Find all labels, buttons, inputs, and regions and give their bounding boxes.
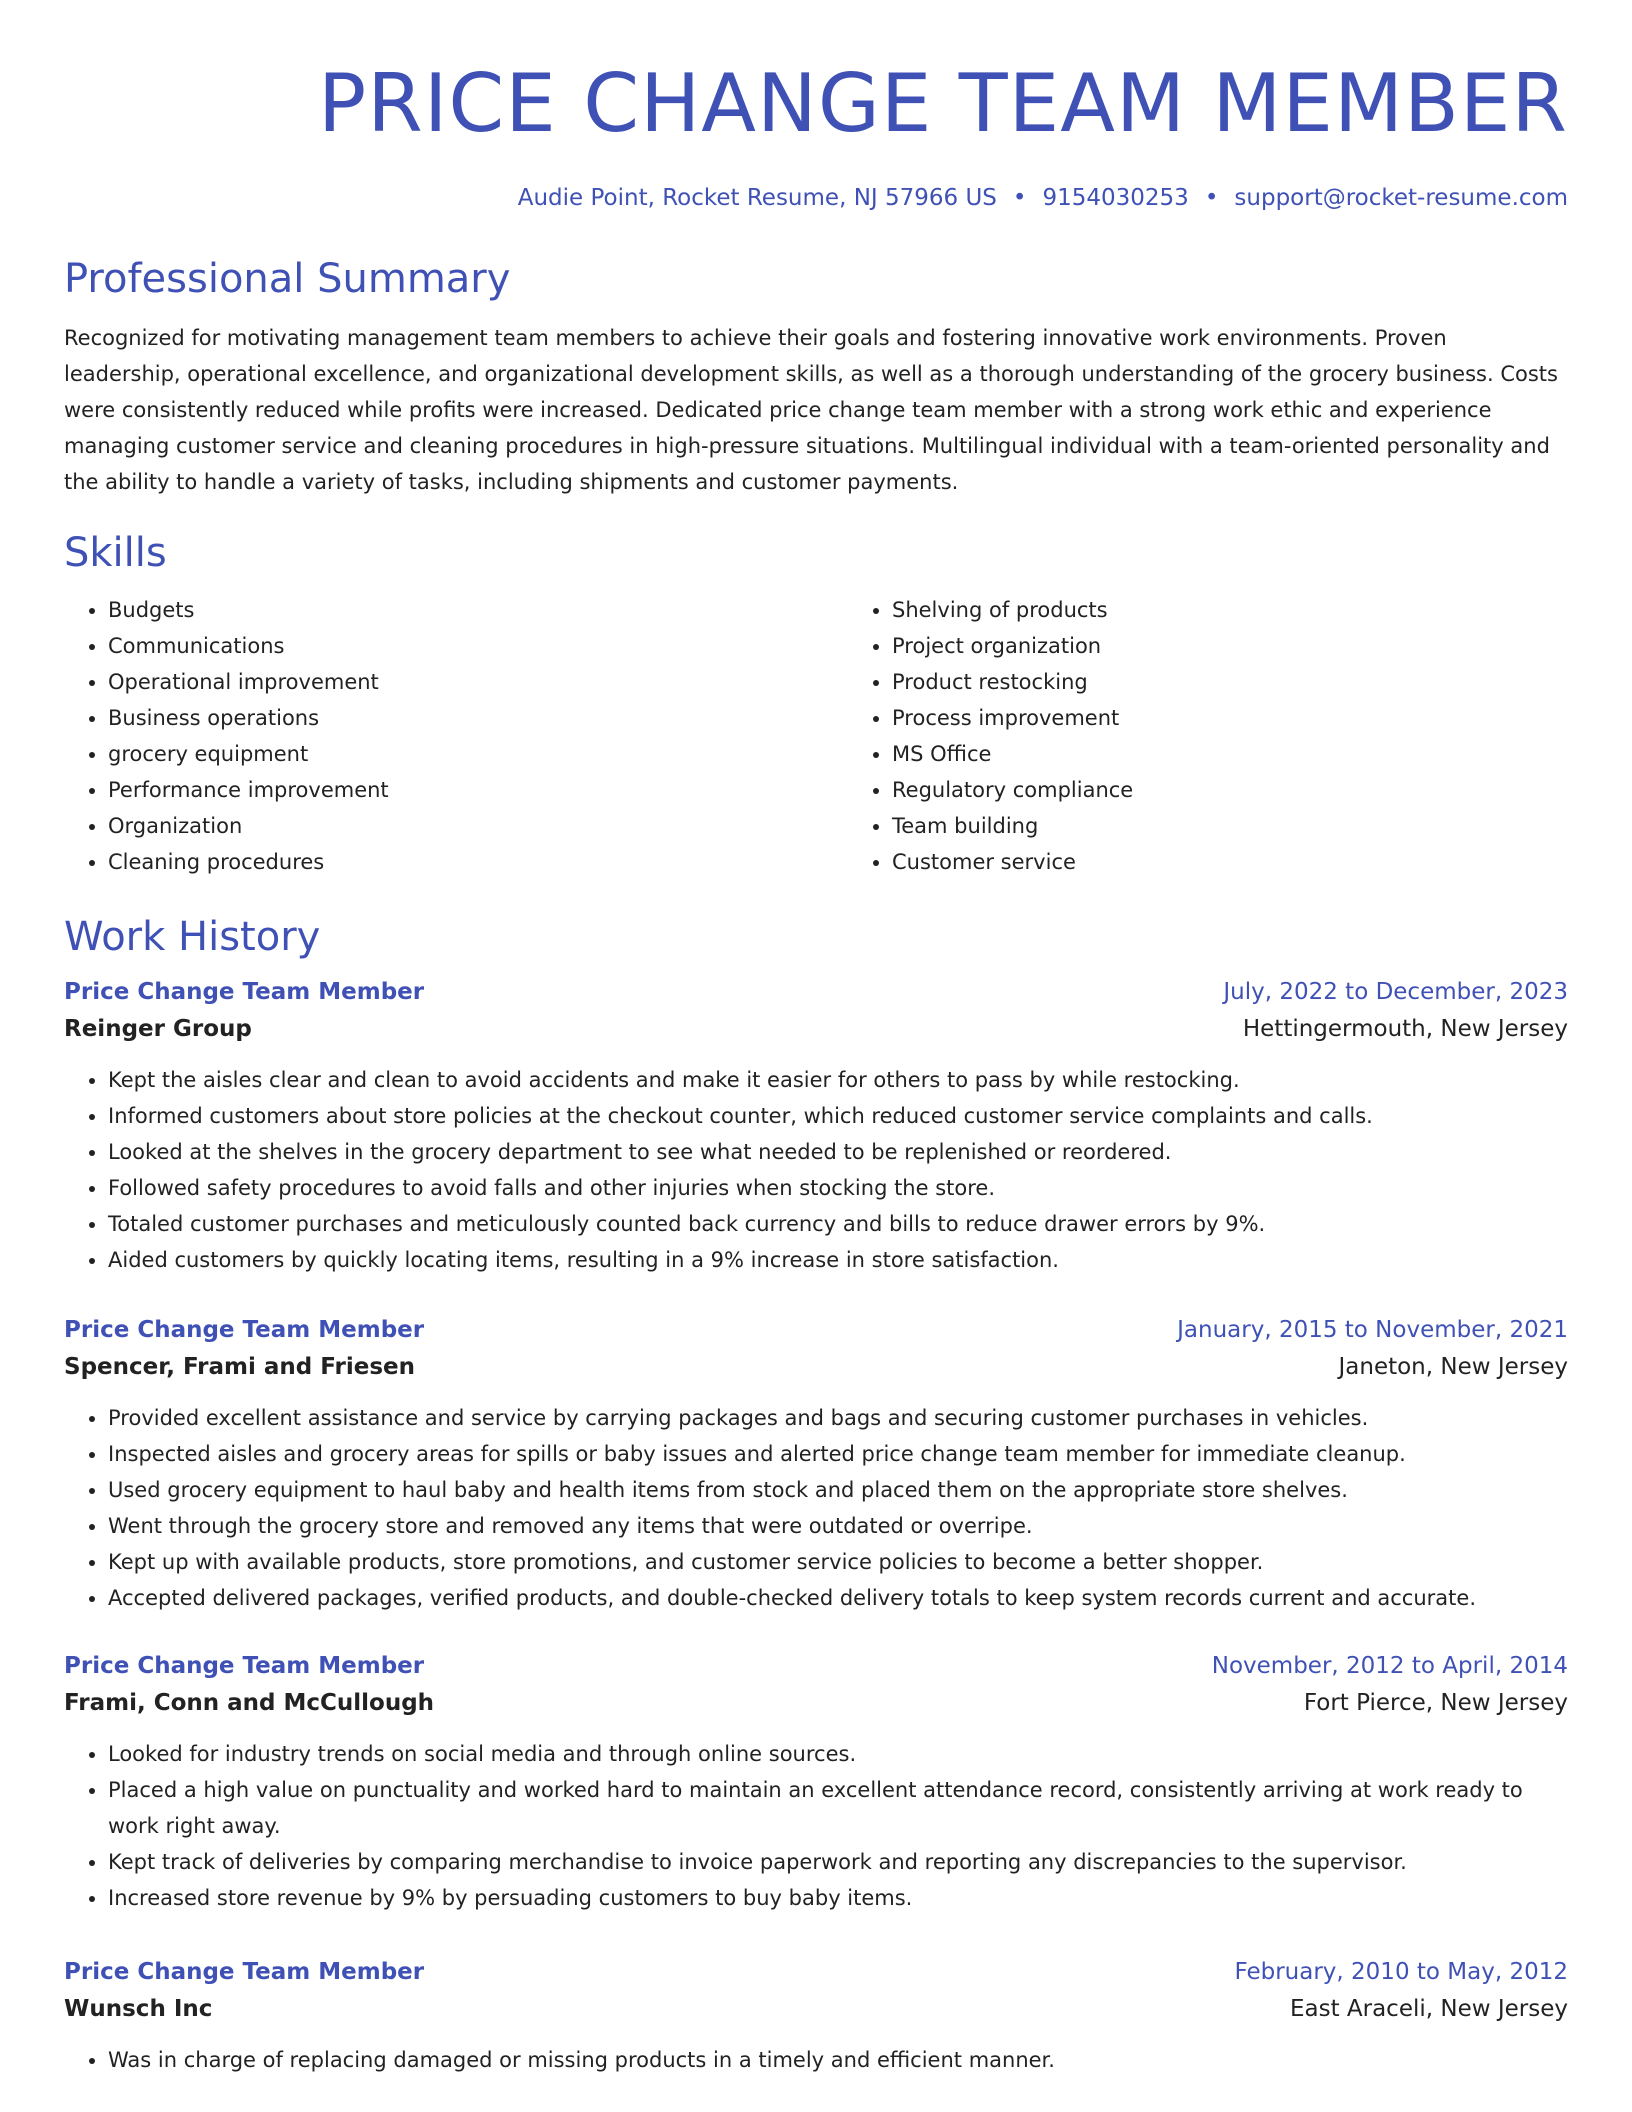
skill-item: • Shelving of products [892,592,1568,628]
job-bullet: • Increased store revenue by 9% by persuading customers to buy baby items. [108,1880,1568,1916]
job-bullet: • Went through the grocery store and removed any items that were outdated or overripe. [108,1508,1568,1544]
contact-separator: • [1012,185,1027,211]
job-bullets [64,1400,1568,1616]
skill-item: • Team building [892,808,1568,844]
job-bullets [64,2042,1568,2078]
skill-item: • MS Office [892,736,1568,772]
skills-heading: Skills [64,530,167,576]
contact-email: support@rocket-resume.com [1234,185,1568,211]
skill-item: • Organization [108,808,784,844]
job-company-row [64,1684,1568,1722]
job-bullets [64,1736,1568,1916]
job-header-row [64,1648,1568,1684]
job-company: Spencer, Frami and Friesen [64,1354,415,1380]
job-bullet: • Kept track of deliveries by comparing merchandise to invoice paperwork and reporting any discrepancies to the supervisor. [108,1844,1568,1880]
contact-phone: 9154030253 [1042,185,1189,211]
contact-line [64,182,1568,214]
job-dates: January, 2015 to November, 2021 [1177,1317,1568,1343]
job-company: Reinger Group [64,1016,252,1042]
job-company-row [64,1010,1568,1048]
job-bullet: • Was in charge of replacing damaged or missing products in a timely and efficient manner. [108,2042,1568,2078]
job-title: Price Change Team Member [64,1959,425,1985]
job-bullet: • Used grocery equipment to haul baby and health items from stock and placed them on the appropriate store shelves. [108,1472,1568,1508]
job-entry [64,1648,1568,1916]
skills-grid [64,592,1568,880]
job-bullet: • Accepted delivered packages, verified products, and double-checked delivery totals to keep system records current and accurate. [108,1580,1568,1616]
skill-item: • Cleaning procedures [108,844,784,880]
job-bullet: • Totaled customer purchases and meticulously counted back currency and bills to reduce drawer errors by 9%. [108,1206,1568,1242]
job-company: Frami, Conn and McCullough [64,1690,435,1716]
skill-item: • Product restocking [892,664,1568,700]
skill-item: • Operational improvement [108,664,784,700]
job-title: Price Change Team Member [64,979,425,1005]
job-location: Hettingermouth, New Jersey [1242,1016,1568,1042]
work-history-heading: Work History [64,914,321,960]
job-dates: November, 2012 to April, 2014 [1211,1653,1568,1679]
skill-item: • Performance improvement [108,772,784,808]
skill-item: • Process improvement [892,700,1568,736]
skill-item: • grocery equipment [108,736,784,772]
job-bullet: • Aided customers by quickly locating items, resulting in a 9% increase in store satisfaction. [108,1242,1568,1278]
job-entry [64,1312,1568,1616]
job-company: Wunsch Inc [64,1996,213,2022]
skill-item: • Project organization [892,628,1568,664]
job-bullet: • Looked at the shelves in the grocery department to see what needed to be replenished or reordered. [108,1134,1568,1170]
job-bullet: • Kept the aisles clear and clean to avoid accidents and make it easier for others to pass by while restocking. [108,1062,1568,1098]
resume-name: PRICE CHANGE TEAM MEMBER [317,57,1568,150]
job-location: East Araceli, New Jersey [1289,1996,1568,2022]
job-bullet: • Placed a high value on punctuality and worked hard to maintain an excellent attendance record, consistently arriving at work ready to work right away. [108,1772,1568,1844]
skill-item: • Business operations [108,700,784,736]
job-title: Price Change Team Member [64,1653,425,1679]
job-title: Price Change Team Member [64,1317,425,1343]
job-company-row [64,1348,1568,1386]
job-location: Fort Pierce, New Jersey [1303,1690,1568,1716]
job-bullet: • Informed customers about store policies at the checkout counter, which reduced customer service complaints and calls. [108,1098,1568,1134]
skills-list-right [848,592,1568,880]
contact-address: Audie Point, Rocket Resume, NJ 57966 US [517,185,997,211]
skill-item: • Budgets [108,592,784,628]
job-bullet: • Provided excellent assistance and service by carrying packages and bags and securing customer purchases in vehicles. [108,1400,1568,1436]
job-entry [64,1954,1568,2078]
job-entry [64,974,1568,1278]
summary-heading: Professional Summary [64,256,511,302]
contact-separator: • [1204,185,1219,211]
job-bullet: • Inspected aisles and grocery areas for spills or baby issues and alerted price change team member for immediate cleanup. [108,1436,1568,1472]
job-header-row [64,1954,1568,1990]
job-company-row [64,1990,1568,2028]
summary-text: Recognized for motivating management team members to achieve their goals and fostering innovative work environments. Proven leadership, operational excellence, and organizational development skills, as well as a thorough understanding of the grocery business. Costs were consistently reduced while profits were increased. Dedicated price change team member with a strong work ethic and experience managing customer service and cleaning procedures in high-pressure situations. Multilingual individual with a team-oriented personality and the ability to handle a variety of tasks, including shipments and customer payments. [64,326,1558,494]
skill-item: • Customer service [892,844,1568,880]
job-bullet: • Kept up with available products, store promotions, and customer service policies to become a better shopper. [108,1544,1568,1580]
job-bullets [64,1062,1568,1278]
job-location: Janeton, New Jersey [1338,1354,1568,1380]
job-header-row [64,1312,1568,1348]
job-bullet: • Followed safety procedures to avoid falls and other injuries when stocking the store. [108,1170,1568,1206]
job-bullet: • Looked for industry trends on social media and through online sources. [108,1736,1568,1772]
skill-item: • Regulatory compliance [892,772,1568,808]
skills-list-left [64,592,784,880]
job-header-row [64,974,1568,1010]
job-dates: July, 2022 to December, 2023 [1223,979,1568,1005]
skill-item: • Communications [108,628,784,664]
job-dates: February, 2010 to May, 2012 [1234,1959,1568,1985]
